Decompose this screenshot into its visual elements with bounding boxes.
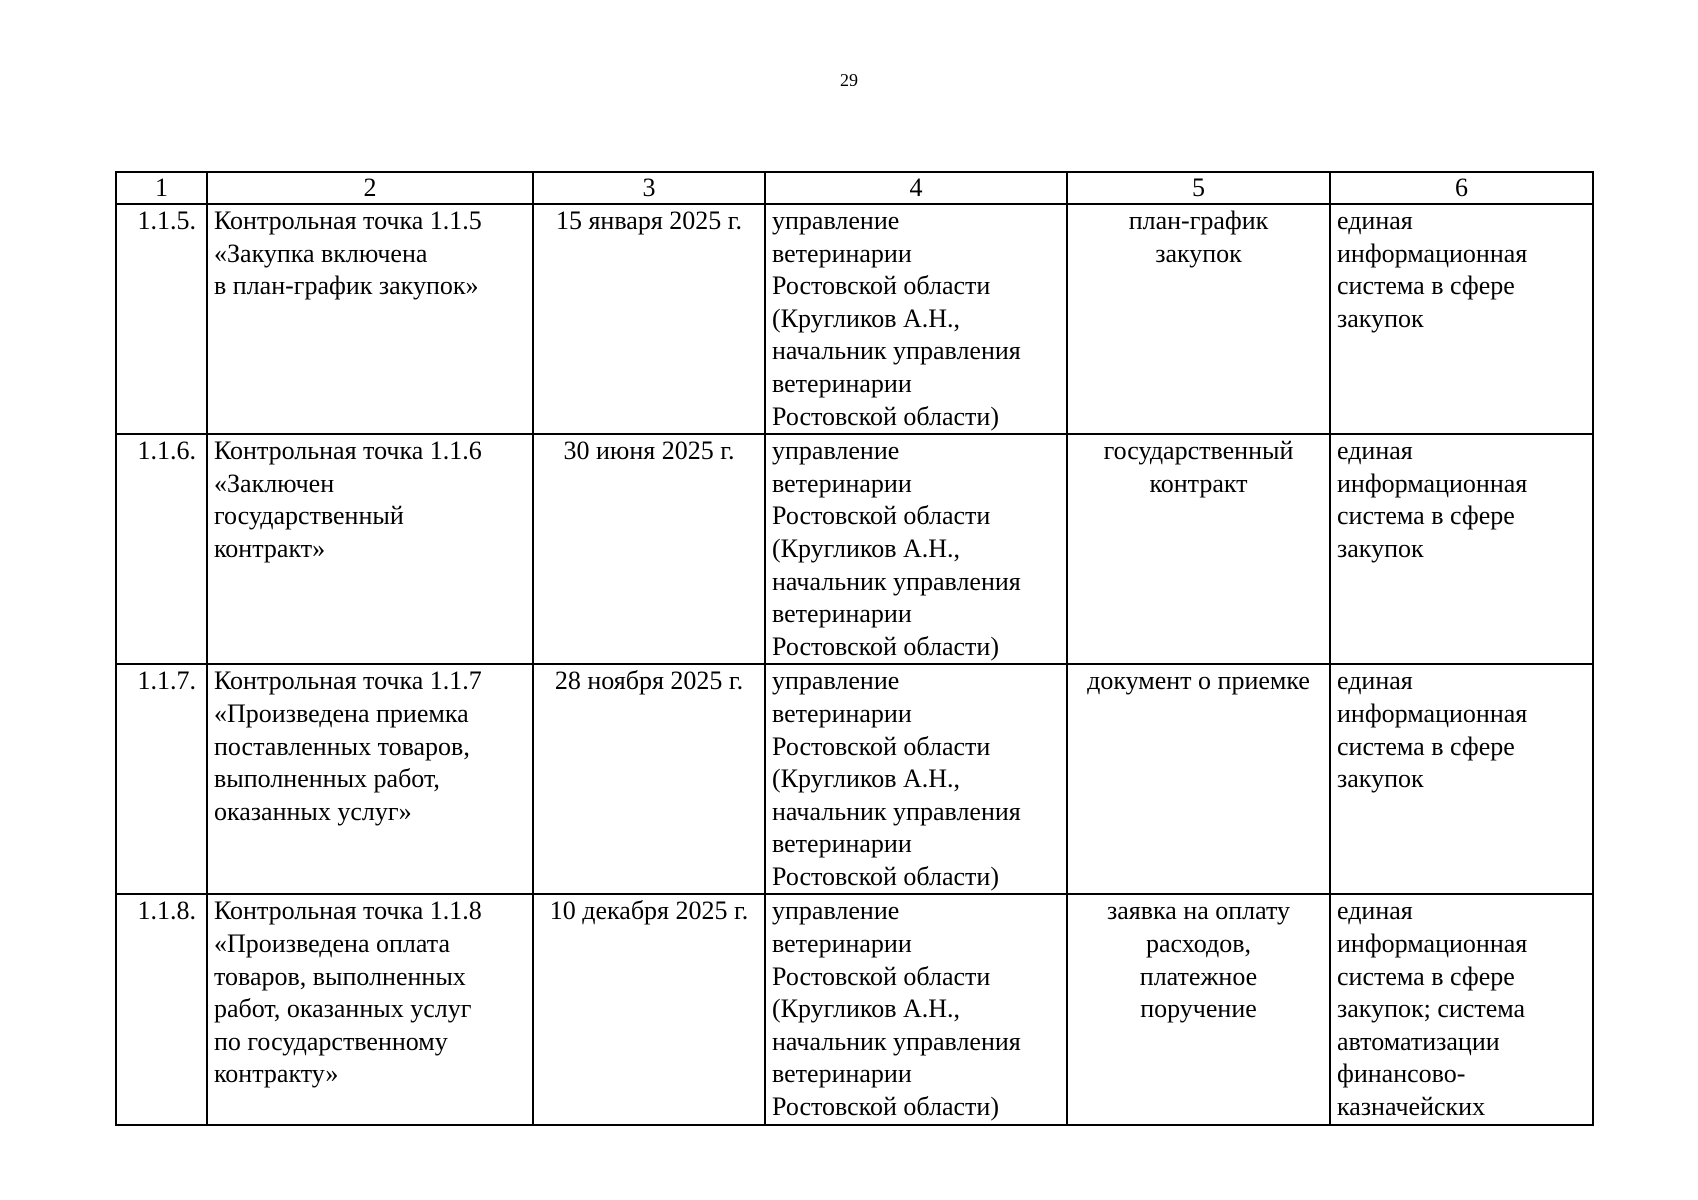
table-row xyxy=(116,434,1593,664)
responsible-executor: управление ветеринарии Ростовской области (Кругликов А.Н., начальник управления ветеринарии Ростовской области) xyxy=(765,204,1067,434)
control-point-date: 10 декабря 2025 г. xyxy=(533,894,765,1124)
column-header-1: 1 xyxy=(116,172,207,204)
information-system: единая информационная система в сфере закупок xyxy=(1330,664,1593,894)
document-type: документ о приемке xyxy=(1067,664,1330,894)
control-point-name: Контрольная точка 1.1.6 «Заключен государственный контракт» xyxy=(207,434,533,664)
control-point-date: 30 июня 2025 г. xyxy=(533,434,765,664)
control-points-table xyxy=(115,171,1594,1126)
responsible-executor: управление ветеринарии Ростовской области (Кругликов А.Н., начальник управления ветеринарии Ростовской области) xyxy=(765,664,1067,894)
row-number: 1.1.7. xyxy=(116,664,207,894)
row-number: 1.1.6. xyxy=(116,434,207,664)
responsible-executor: управление ветеринарии Ростовской области (Кругликов А.Н., начальник управления ветеринарии Ростовской области) xyxy=(765,894,1067,1124)
table-header-row xyxy=(116,172,1593,204)
column-header-6: 6 xyxy=(1330,172,1593,204)
control-point-name: Контрольная точка 1.1.7 «Произведена приемка поставленных товаров, выполненных работ, оказанных услуг» xyxy=(207,664,533,894)
information-system: единая информационная система в сфере закупок; система автоматизации финансово- казначейских xyxy=(1330,894,1593,1124)
document-type: государственный контракт xyxy=(1067,434,1330,664)
information-system: единая информационная система в сфере закупок xyxy=(1330,204,1593,434)
row-number: 1.1.8. xyxy=(116,894,207,1124)
column-header-5: 5 xyxy=(1067,172,1330,204)
document-type: заявка на оплату расходов, платежное поручение xyxy=(1067,894,1330,1124)
responsible-executor: управление ветеринарии Ростовской области (Кругликов А.Н., начальник управления ветеринарии Ростовской области) xyxy=(765,434,1067,664)
information-system: единая информационная система в сфере закупок xyxy=(1330,434,1593,664)
control-point-name: Контрольная точка 1.1.5 «Закупка включена в план-график закупок» xyxy=(207,204,533,434)
control-point-date: 28 ноября 2025 г. xyxy=(533,664,765,894)
control-point-name: Контрольная точка 1.1.8 «Произведена оплата товаров, выполненных работ, оказанных услуг по государственному контракту» xyxy=(207,894,533,1124)
table-row xyxy=(116,894,1593,1124)
row-number: 1.1.5. xyxy=(116,204,207,434)
column-header-3: 3 xyxy=(533,172,765,204)
column-header-4: 4 xyxy=(765,172,1067,204)
column-header-2: 2 xyxy=(207,172,533,204)
page-number: 29 xyxy=(840,70,858,90)
document-type: план-график закупок xyxy=(1067,204,1330,434)
table-row xyxy=(116,664,1593,894)
table-row xyxy=(116,204,1593,434)
control-point-date: 15 января 2025 г. xyxy=(533,204,765,434)
